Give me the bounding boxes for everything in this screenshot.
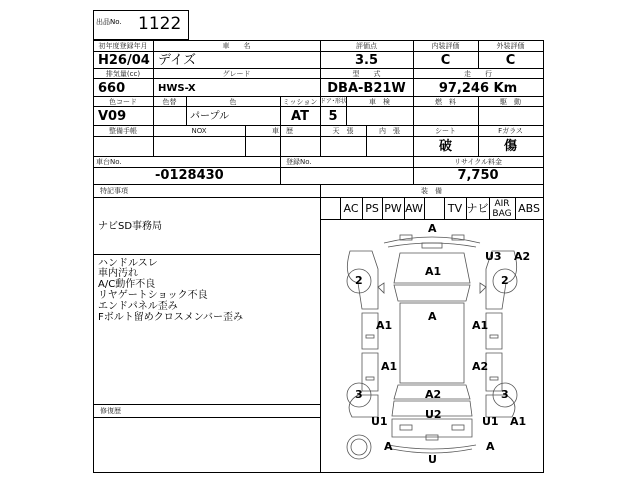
first-reg-value: H26/04 [98, 53, 150, 68]
equip-aw: AW [405, 202, 423, 215]
mark-a1-right: A1 [510, 415, 527, 428]
maint-book-label: 整備手帳 [109, 127, 137, 135]
interior-label: 内装評価 [431, 42, 460, 50]
mark-door-rl: A1 [381, 360, 398, 373]
mark-hood: A1 [425, 265, 442, 278]
displacement-label: 排気量(cc) [105, 70, 141, 78]
mark-u1-right: U1 [482, 415, 499, 428]
mark-a2-top: A2 [514, 250, 531, 263]
grade-value: HWS-X [158, 83, 196, 94]
model-value: DBA-B21W [327, 81, 406, 96]
car-name-value: デイズ [158, 53, 196, 68]
equip-airbag: AIR BAG [492, 199, 512, 219]
mark-u1-left: U1 [371, 415, 388, 428]
mark-rear-left: A [384, 440, 393, 453]
score-value: 3.5 [354, 53, 379, 68]
model-label: 型 式 [352, 70, 381, 78]
door-shape-label: ドア･形状 [320, 98, 347, 105]
grade-label: グレード [222, 70, 251, 78]
equip-ac: AC [343, 202, 359, 215]
displacement-value: 660 [98, 81, 126, 96]
equip-pw: PW [384, 202, 402, 215]
notes-top: ナビSD事務局 [98, 221, 163, 232]
lot-label: 出品No. [96, 18, 122, 26]
mark-door-fr: A1 [472, 319, 489, 332]
notes-line: Fボルト留めクロスメンバー歪み [98, 312, 244, 323]
seat-value: 破 [438, 139, 452, 154]
reg-label: 登録No. [286, 158, 312, 166]
equip-tv: TV [447, 202, 463, 215]
transmission-label: ミッション [282, 98, 318, 106]
equip-abs: ABS [518, 202, 540, 215]
color-type-label: 色替 [162, 98, 177, 106]
notes-header: 特記事項 [100, 187, 128, 195]
notes-line: リヤゲートショック不良 [98, 290, 208, 301]
headliner-label: 天 張 [332, 127, 354, 135]
chassis-value: -0128430 [155, 168, 224, 183]
notes-line: ハンドルスレ [98, 258, 158, 269]
mark-tire-fr: 2 [501, 274, 509, 287]
nox-label: NOX [191, 127, 207, 135]
color-code-value: V09 [98, 109, 127, 124]
mark-tire-rr: 3 [501, 388, 509, 401]
color-code-label: 色コード [109, 98, 137, 106]
mark-tire-rl: 3 [355, 388, 363, 401]
equip-navi: ナビ [466, 202, 489, 215]
recycle-value: 7,750 [457, 168, 499, 183]
repair-history-header: 修復歴 [100, 407, 121, 415]
mark-front: A [428, 222, 437, 235]
glass-label: Fガラス [498, 127, 523, 135]
mark-roof: A [428, 310, 437, 323]
history-label: 車 歴 [272, 127, 293, 135]
vehicle-inspection-label: 車 検 [369, 98, 390, 106]
transmission-value: AT [291, 109, 309, 124]
color-value: パープル [190, 111, 230, 122]
equip-ps: PS [365, 202, 379, 215]
mark-tail: U2 [425, 408, 442, 421]
mark-u3: U3 [485, 250, 502, 263]
score-label: 評価点 [356, 42, 377, 50]
exterior-value: C [505, 53, 516, 68]
drive-label: 駆 動 [500, 98, 521, 106]
mark-trunk: A2 [425, 388, 442, 401]
notes-line: 車内汚れ [98, 268, 138, 279]
car-damage-diagram [322, 221, 542, 471]
mark-rear-right: A [486, 440, 495, 453]
notes-line: A/C動作不良 [98, 279, 156, 290]
car-name-label: 車 名 [222, 42, 251, 50]
mileage-value: 97,246 Km [438, 81, 518, 96]
recycle-label: リサイクル料金 [453, 158, 503, 166]
trim-label: 内 張 [379, 127, 400, 135]
mark-tire-fl: 2 [355, 274, 363, 287]
notes-line: エンドパネル歪み [98, 301, 178, 312]
equipment-header: 装 備 [421, 187, 442, 195]
mileage-label: 走 行 [464, 70, 492, 78]
mark-door-fl: A1 [376, 319, 393, 332]
color-label: 色 [229, 98, 237, 106]
door-shape-value: 5 [328, 109, 338, 124]
mark-door-rr: A2 [472, 360, 489, 373]
fuel-label: 燃 料 [435, 98, 456, 106]
mark-rear: U [428, 453, 437, 466]
exterior-label: 外装評価 [496, 42, 525, 50]
interior-value: C [440, 53, 451, 68]
first-reg-label: 初年度登録年月 [98, 42, 148, 50]
seat-label: シート [435, 127, 456, 135]
glass-value: 傷 [503, 139, 517, 154]
chassis-label: 車台No. [96, 158, 122, 166]
lot-number: 1122 [138, 14, 182, 34]
